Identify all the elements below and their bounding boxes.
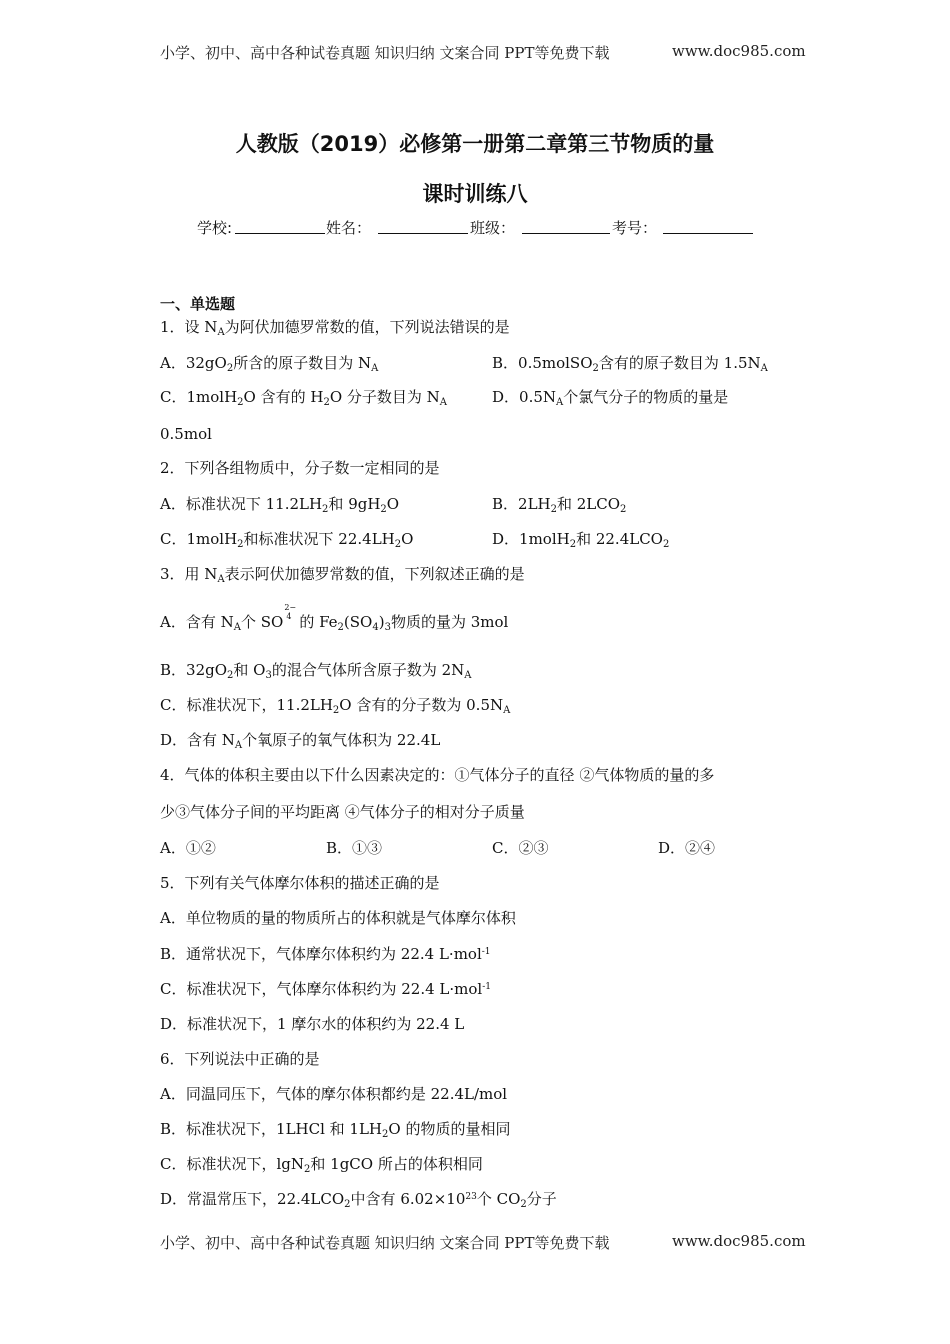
q4-option-d: D．②④ [658, 839, 716, 857]
q1-stem: 1．设 $N_A$为阿伏加德罗常数的值，下列说法错误的是 [160, 318, 510, 338]
q1-option-d-continued: 0.5mol [160, 425, 212, 443]
q6-option-b: B．标准状况下，1LHCl 和 $1LH_2O$ 的物质的量相同 [160, 1120, 511, 1140]
q3-option-b: B．$32gO_2$和 $O_3$的混合气体所含原子数为 $2N_A$ [160, 661, 472, 681]
q5-option-c: C．标准状况下，气体摩尔体积约为 22.4 L·mol$^{-1}$ [160, 980, 491, 998]
q6-option-d: D．常温常压下，$22.4LCO_2$中含有 $6.02\times 10^{23}$个 $CO_2$分子 [160, 1190, 557, 1210]
number-label: 考号： [612, 219, 658, 237]
q2-option-c: C．1molH$_2$和标准状况下 $22.4LH_2O$ [160, 530, 414, 550]
class-blank [522, 233, 610, 234]
q6-option-c: C．标准状况下，lgN$_2$和 1gCO 所占的体积相同 [160, 1155, 483, 1175]
q5-stem: 5．下列有关气体摩尔体积的描述正确的是 [160, 874, 440, 892]
q2-option-d: D．1molH$_2$和 $22.4LCO_2$ [492, 530, 670, 550]
header-right: www.doc985.com [672, 42, 806, 60]
page-title: 人教版（2019）必修第一册第二章第三节物质的量 [235, 132, 715, 156]
section-title: 一、单选题 [160, 295, 236, 313]
q2-stem: 2．下列各组物质中，分子数一定相同的是 [160, 459, 440, 477]
q4-option-b: B．①③ [326, 839, 383, 857]
school-blank [235, 233, 325, 234]
q3-option-a: A．含有 $N_A$个 SO 2− 4 的 $Fe_2(SO_4)_3$物质的量为 3mol [160, 603, 509, 633]
q1-option-b: B．0.5molSO$_2$含有的原子数目为 $1.5N_A$ [492, 354, 768, 374]
q1-option-c: C．1molH$_2$O 含有的 $H_2O$ 分子数目为 $N_A$ [160, 388, 448, 408]
q6-option-a: A．同温同压下，气体的摩尔体积都约是 22.4L/mol [160, 1085, 508, 1103]
footer-right: www.doc985.com [672, 1232, 806, 1250]
class-label: 班级： [470, 219, 516, 237]
header-left: 小学、初中、高中各种试卷真题 知识归纳 文案合同 PPT等免费下载 [160, 44, 610, 62]
q6-stem: 6．下列说法中正确的是 [160, 1050, 320, 1068]
q1-option-d: D．$0.5N_A$个氯气分子的物质的量是 [492, 388, 729, 408]
q4-option-c: C．②③ [492, 839, 549, 857]
q4-stem-line1: 4．气体的体积主要由以下什么因素决定的：①气体分子的直径 ②气体物质的量的多 [160, 766, 715, 784]
q2-option-b: B．$2LH_2$和 $2LCO_2$ [492, 495, 627, 515]
number-blank [663, 233, 753, 234]
school-label: 学校: [197, 219, 233, 237]
footer-left: 小学、初中、高中各种试卷真题 知识归纳 文案合同 PPT等免费下载 [160, 1234, 610, 1252]
name-blank [378, 233, 468, 234]
q5-option-d: D．标准状况下，1 摩尔水的体积约为 22.4 L [160, 1015, 465, 1033]
page-subtitle: 课时训练八 [422, 182, 528, 206]
q2-option-a: A．标准状况下 $11.2LH_2$和 $9gH_2O$ [160, 495, 400, 515]
q3-option-d: D．含有 $N_A$个氧原子的氧气体积为 22.4L [160, 731, 441, 751]
q1-option-a: A．$32gO_2$所含的原子数目为 $N_A$ [160, 354, 379, 374]
q3-option-c: C．标准状况下，$11.2LH_2O$ 含有的分子数为 $0.5N_A$ [160, 696, 511, 716]
q3-stem: 3．用 $N_A$表示阿伏加德罗常数的值，下列叙述正确的是 [160, 565, 525, 585]
q5-option-a: A．单位物质的量的物质所占的体积就是气体摩尔体积 [160, 909, 516, 927]
name-label: 姓名： [326, 219, 372, 237]
q4-option-a: A．①② [160, 839, 216, 857]
sulfate-ion-notation: 2− 4 [284, 603, 297, 621]
q5-option-b: B．通常状况下，气体摩尔体积约为 22.4 L·mol$^{-1}$ [160, 945, 491, 963]
q4-stem-line2: 少③气体分子间的平均距离 ④气体分子的相对分子质量 [160, 803, 525, 821]
